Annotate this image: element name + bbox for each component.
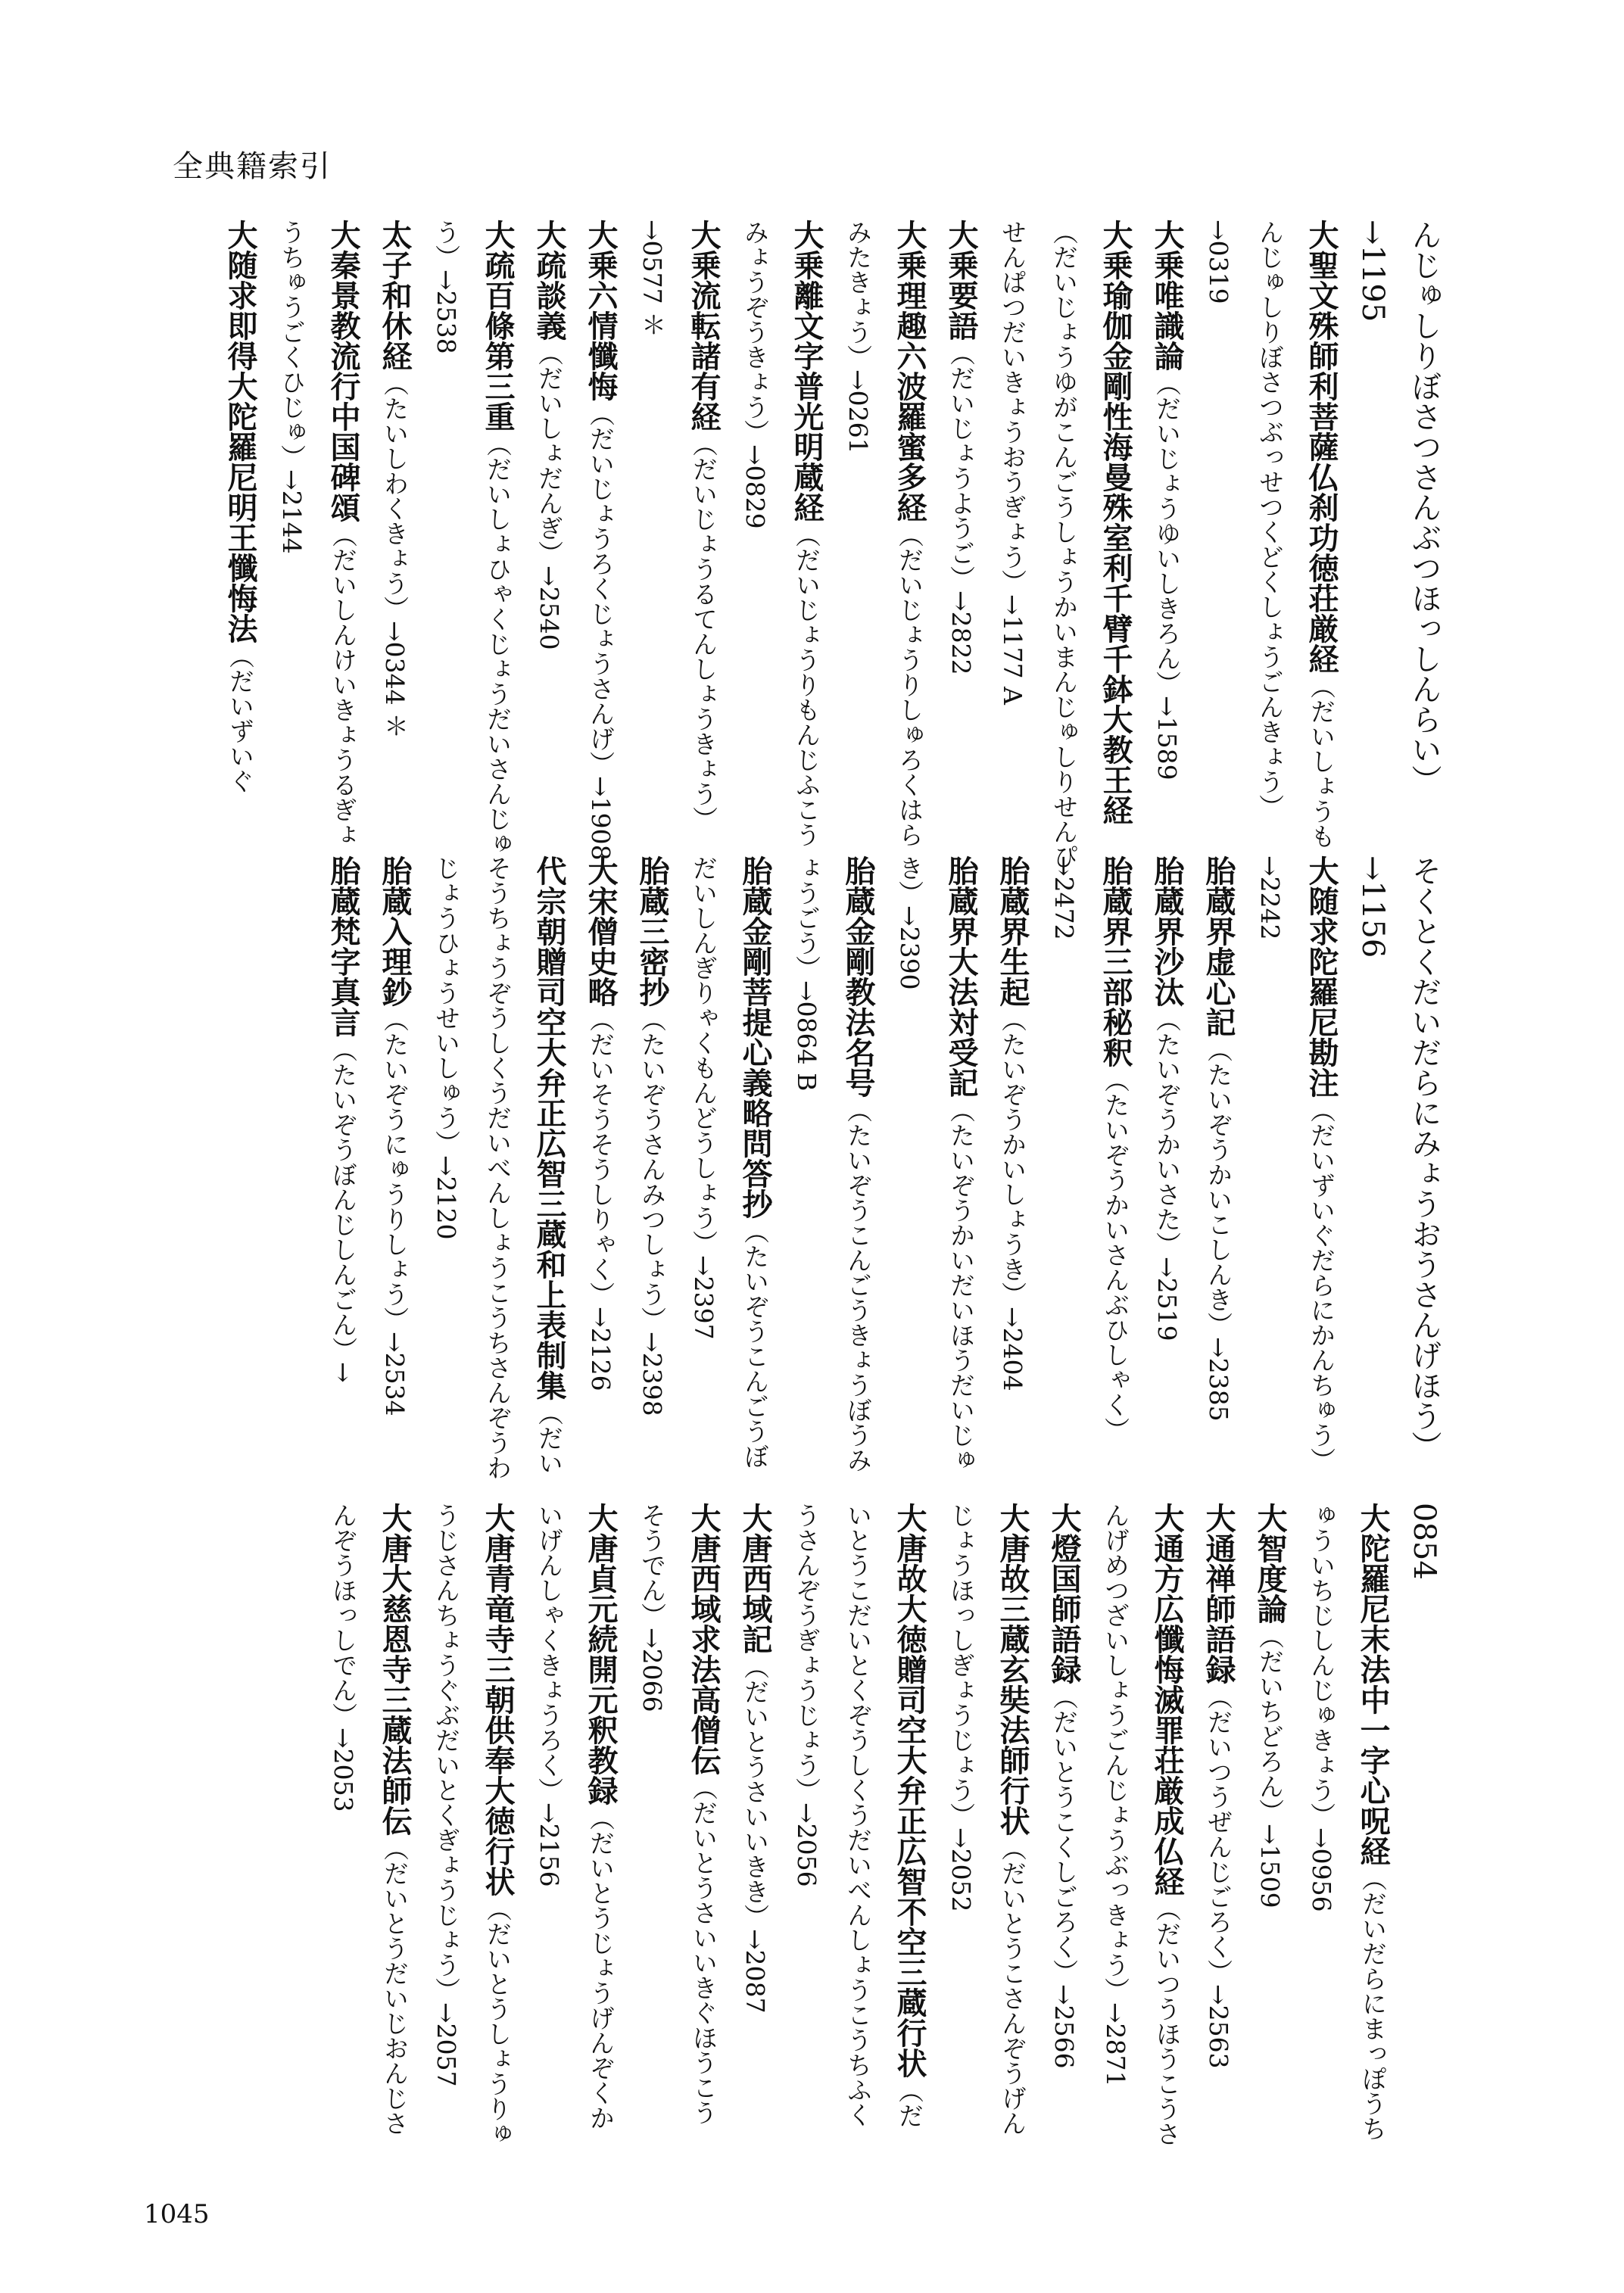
entry-reading: （だいずいぐ — [226, 643, 255, 793]
entry-reference: →2822 — [946, 590, 976, 675]
entry-title: 胎蔵金剛教法名号 — [840, 855, 875, 1098]
entry-reading: （たいぞうにゅうりしょう） — [380, 1007, 410, 1332]
entry-reading: （だいしょだんぎ） — [535, 341, 564, 565]
index-entry — [1141, 855, 1192, 1484]
entry-reading: （だいとうさいいきぐほうこうそうでん） — [637, 1503, 718, 2125]
entry-reference: →1177 A — [998, 594, 1027, 705]
entry-title: 大通禅師語録 — [1201, 1503, 1236, 1684]
entry-reading: （だいとうこさんぞうげんじょうほっしぎょうじょう） — [946, 1503, 1027, 2136]
entry-reference: → — [329, 1362, 358, 1383]
index-column-bottom — [144, 1503, 1450, 2146]
entry-reference: →2120 — [432, 1155, 461, 1240]
entry-reading: （たいぞうかいだいほうだいじゅき） — [895, 855, 976, 1472]
entry-title: 大乗要語 — [943, 220, 978, 341]
entry-reference: →1509 — [1255, 1824, 1285, 1908]
entry-title: 大唐故大徳贈司空大弁正広智不空三蔵行状 — [892, 1503, 927, 2078]
index-entry — [317, 1503, 420, 2146]
entry-reading: （だいそうそうしりゃく） — [586, 1007, 616, 1307]
entry-title: 胎蔵界三部秘釈 — [1098, 855, 1133, 1067]
entry-reading: （たいぞうぼんじしんごん） — [329, 1037, 358, 1362]
index-entry — [523, 220, 575, 871]
entry-title: 大随求即得大陀羅尼明王懺悔法 — [223, 220, 257, 643]
index-entry — [987, 220, 1141, 871]
entry-reading: （たいぞうかいさた） — [1152, 1007, 1182, 1257]
entry-reading: （たいぞうかいこしんき） — [1204, 1037, 1233, 1337]
entry-reference: →2398 — [637, 1332, 667, 1416]
index-entry — [626, 220, 729, 871]
entry-reference: →2056 — [792, 1802, 821, 1887]
entry-reading: （たいぞうかいさんぶひしゃく） — [1101, 1067, 1130, 1442]
entry-reference: →2871 — [1101, 2002, 1130, 2087]
continuation-text: そくとくだいだらにみょうおうさんげほう）→1156 — [1355, 855, 1442, 1461]
entry-reading: （だいじょうゆいしきろん） — [1152, 371, 1182, 696]
entry-title: 大秦景教流行中国碑頌 — [326, 220, 360, 522]
entry-reference: →0829 — [740, 444, 770, 529]
entry-reference: →0956 — [1307, 1827, 1336, 1912]
entry-reading: （だいしょひゃくじょうだいさんじゅう） — [432, 220, 513, 856]
entry-title: 代宗朝贈司空大弁正広智三蔵和上表制集 — [531, 855, 566, 1400]
entry-title: 大宋僧史略 — [583, 855, 618, 1007]
index-entry — [1192, 855, 1244, 1484]
index-entry — [523, 1503, 626, 2146]
entry-reading: （だいじょうようご） — [946, 341, 976, 590]
entry-title: 大聖文殊師利菩薩仏刹功徳荘厳経 — [1304, 220, 1339, 674]
index-entry — [1192, 1503, 1244, 2146]
index-entry — [626, 855, 678, 1484]
index-entry — [1192, 220, 1347, 871]
index-entry — [781, 1503, 935, 2146]
entry-title: 大智度論 — [1252, 1503, 1287, 1624]
entry-reference: →1908 — [586, 776, 616, 861]
entry-reference: →2053 — [329, 1728, 358, 1812]
entry-reading: （だいじょうりもんじふこうみょうぞうきょう） — [740, 220, 821, 847]
entry-title: 胎蔵界大法対受記 — [943, 855, 978, 1098]
entry-title: 大唐西域記 — [737, 1503, 772, 1654]
entry-reading: （だいちどろん） — [1255, 1624, 1285, 1824]
index-entry — [420, 1503, 523, 2146]
entry-title: 大乗理趣六波羅蜜多経 — [892, 220, 927, 522]
continuation-text: んじゅしりぼさつさんぶつほっしんらい）→1195 — [1355, 220, 1442, 795]
entry-reference: →0344 ＊ — [380, 621, 410, 739]
entry-reference: →2519 — [1152, 1257, 1182, 1341]
entry-reference: →2534 — [380, 1332, 410, 1416]
entry-reference: →2472 — [1049, 855, 1079, 940]
entry-reference: →2390 — [895, 905, 924, 990]
entry-reference: →2057 — [432, 2002, 461, 2087]
entry-reference: →2242 — [1255, 855, 1285, 940]
index-entry — [1244, 1503, 1295, 2146]
entry-title: 大乗離文字普光明蔵経 — [789, 220, 824, 522]
index-entry — [987, 855, 1038, 1484]
entry-title: 大通方広懺悔滅罪荘厳成仏経 — [1149, 1503, 1184, 1896]
entry-reference: →2126 — [586, 1307, 616, 1391]
index-entry — [832, 220, 935, 871]
entry-title: 胎蔵金剛菩提心義略問答抄 — [737, 855, 772, 1219]
entry-reading: （だいずいぐだらにかんちゅう） — [1307, 1098, 1336, 1472]
index-entry — [266, 220, 369, 871]
index-entry — [678, 855, 781, 1484]
entry-title: 胎蔵界生起 — [995, 855, 1030, 1007]
index-entry — [1141, 220, 1192, 871]
entry-reading: （だいつうほうこうさんげめつざいしょうごんじょうぶっきょう） — [1101, 1503, 1182, 2146]
index-entry — [1038, 855, 1141, 1484]
entry-reading: （だいしんけいきょうるぎょうちゅうごくひじゅ） — [277, 220, 358, 847]
entry-reference: →2404 — [998, 1307, 1027, 1391]
index-column-top — [144, 220, 1450, 871]
entry-title: 大唐故三蔵玄奘法師行状 — [995, 1503, 1030, 1836]
entry-reading: （だいじょうゆがこんごうしょうかいまんじゅしりせんぴせんぱつだいきょうおうぎょう） — [998, 220, 1079, 869]
entry-title: 大唐青竜寺三朝供奉大徳行状 — [480, 1503, 515, 1896]
entry-title: 太子和休経 — [377, 220, 412, 371]
entry-title: 大随求陀羅尼勘注 — [1304, 855, 1339, 1098]
index-entry — [369, 855, 420, 1484]
entry-reading: （だいだらにまっぽうちゅういちじしんじゅきょう） — [1307, 1503, 1388, 2141]
entry-reference: →2156 — [535, 1802, 564, 1887]
page-number: 1045 — [144, 2199, 210, 2229]
index-entry — [575, 220, 626, 871]
entry-reference: →2087 — [740, 1929, 770, 2014]
index-entry — [369, 220, 420, 871]
entry-title: 大疏談義 — [531, 220, 566, 341]
entry-reference: →2385 — [1204, 1337, 1233, 1422]
entry-reference: →2144 — [277, 469, 307, 554]
index-entry — [729, 220, 832, 871]
entry-reading: （だいじょうるてんしょうきょう） — [689, 431, 718, 831]
entry-reference: →2566 — [1049, 1984, 1079, 2069]
entry-title: 大乗六情懺悔 — [583, 220, 618, 401]
entry-reading: （だいそうちょうぞうしくうだいべんしょうこうちさんぞうわじょうひょうせいしゅう） — [432, 855, 564, 1480]
entry-reference: →2540 — [535, 565, 564, 650]
entry-title: 大唐大慈恩寺三蔵法師伝 — [377, 1503, 412, 1836]
entry-reading: （たいしわくきょう） — [380, 371, 410, 621]
index-entry — [1295, 1503, 1398, 2146]
entry-reference: →2538 — [432, 269, 461, 354]
entry-reference: →1589 — [1152, 696, 1182, 780]
entry-reference: →2052 — [946, 1827, 976, 1912]
entry-reference: →2397 — [689, 1255, 718, 1340]
entry-title: 大唐貞元続開元釈教録 — [583, 1503, 618, 1805]
entry-title: 胎蔵梵字真言 — [326, 855, 360, 1037]
index-entry — [935, 220, 987, 871]
entry-reading: （だいじょうろくじょうさんげ） — [586, 401, 616, 776]
entry-reference: →0864 B — [792, 980, 821, 1092]
running-header: 全典籍索引 — [173, 149, 332, 184]
index-column-middle — [144, 855, 1450, 1484]
entry-title: 大陀羅尼末法中一字心呪経 — [1355, 1503, 1390, 1866]
entry-title: 大乗瑜伽金剛性海曼殊室利千臂千鉢大教王経 — [1098, 220, 1133, 825]
entry-title: 大乗唯識論 — [1149, 220, 1184, 371]
entry-title: 大疏百條第三重 — [480, 220, 515, 431]
index-entry — [884, 855, 987, 1484]
entry-title: 大乗流転諸有経 — [686, 220, 721, 431]
index-entry — [729, 1503, 781, 2146]
index-entry — [935, 1503, 1038, 2146]
entry-reading: （たいぞうこんごうぼだいしんぎりゃくもんどうしょう） — [689, 855, 770, 1469]
index-entry — [214, 220, 266, 871]
index-entry — [626, 1503, 729, 2146]
entry-reading: （たいぞうかいしょうき） — [998, 1007, 1027, 1307]
entry-reference: →0577 ＊ — [637, 220, 667, 338]
entry-reading: （だいしょうもんじゅしりぼさつぶっせつくどくしょうごんきょう） — [1255, 220, 1336, 849]
entry-title: 大唐西域求法高僧伝 — [686, 1503, 721, 1775]
entry-reading: （たいぞうさんみつしょう） — [637, 1007, 667, 1332]
entry-reference: →0261 — [843, 369, 873, 454]
entry-reading: （だいとうこくしごろく） — [1049, 1684, 1079, 1984]
index-entry — [1038, 1503, 1089, 2146]
entry-reference: →2066 — [637, 1628, 667, 1712]
entry-reference: →2563 — [1204, 1984, 1233, 2069]
index-entry — [317, 855, 369, 1484]
entry-reading: （だいつうぜんじごろく） — [1204, 1684, 1233, 1984]
index-entry — [420, 855, 575, 1484]
entry-title: 胎蔵界沙汰 — [1149, 855, 1184, 1007]
entry-title: 胎蔵界虚心記 — [1201, 855, 1236, 1037]
entry-reading: （だいとうだいじおんじさんぞうほっしでん） — [329, 1503, 410, 2136]
entry-title: 大燈国師語録 — [1046, 1503, 1081, 1684]
entry-reading: （たいぞうこんごうきょうぼうみょうごう） — [792, 855, 873, 1472]
entry-reading: （だいとうこだいとくぞうしくうだいべんしょうこうちふくうさんぞうぎょうじょう） — [792, 1503, 924, 2128]
entry-reference: →0319 — [1204, 220, 1233, 304]
index-entry — [420, 220, 523, 871]
index-entry — [1089, 1503, 1192, 2146]
index-entry — [781, 855, 884, 1484]
entry-reading: （だいとうしょうりゅうじさんちょうぐぶだいとくぎょうじょう） — [432, 1503, 513, 2146]
entry-reading: （だいとうさいいきき） — [740, 1654, 770, 1929]
index-entry — [1244, 855, 1347, 1484]
entry-reading: （だいとうじょうげんぞくかいげんしゃくきょうろく） — [535, 1503, 616, 2130]
index-entry — [575, 855, 626, 1484]
entry-title: 胎蔵三密抄 — [634, 855, 669, 1007]
entry-reading: （だいじょうりしゅろくはらみたきょう） — [843, 220, 924, 847]
continuation-text: 0854 — [1407, 1503, 1442, 1580]
entry-title: 胎蔵入理鈔 — [377, 855, 412, 1007]
